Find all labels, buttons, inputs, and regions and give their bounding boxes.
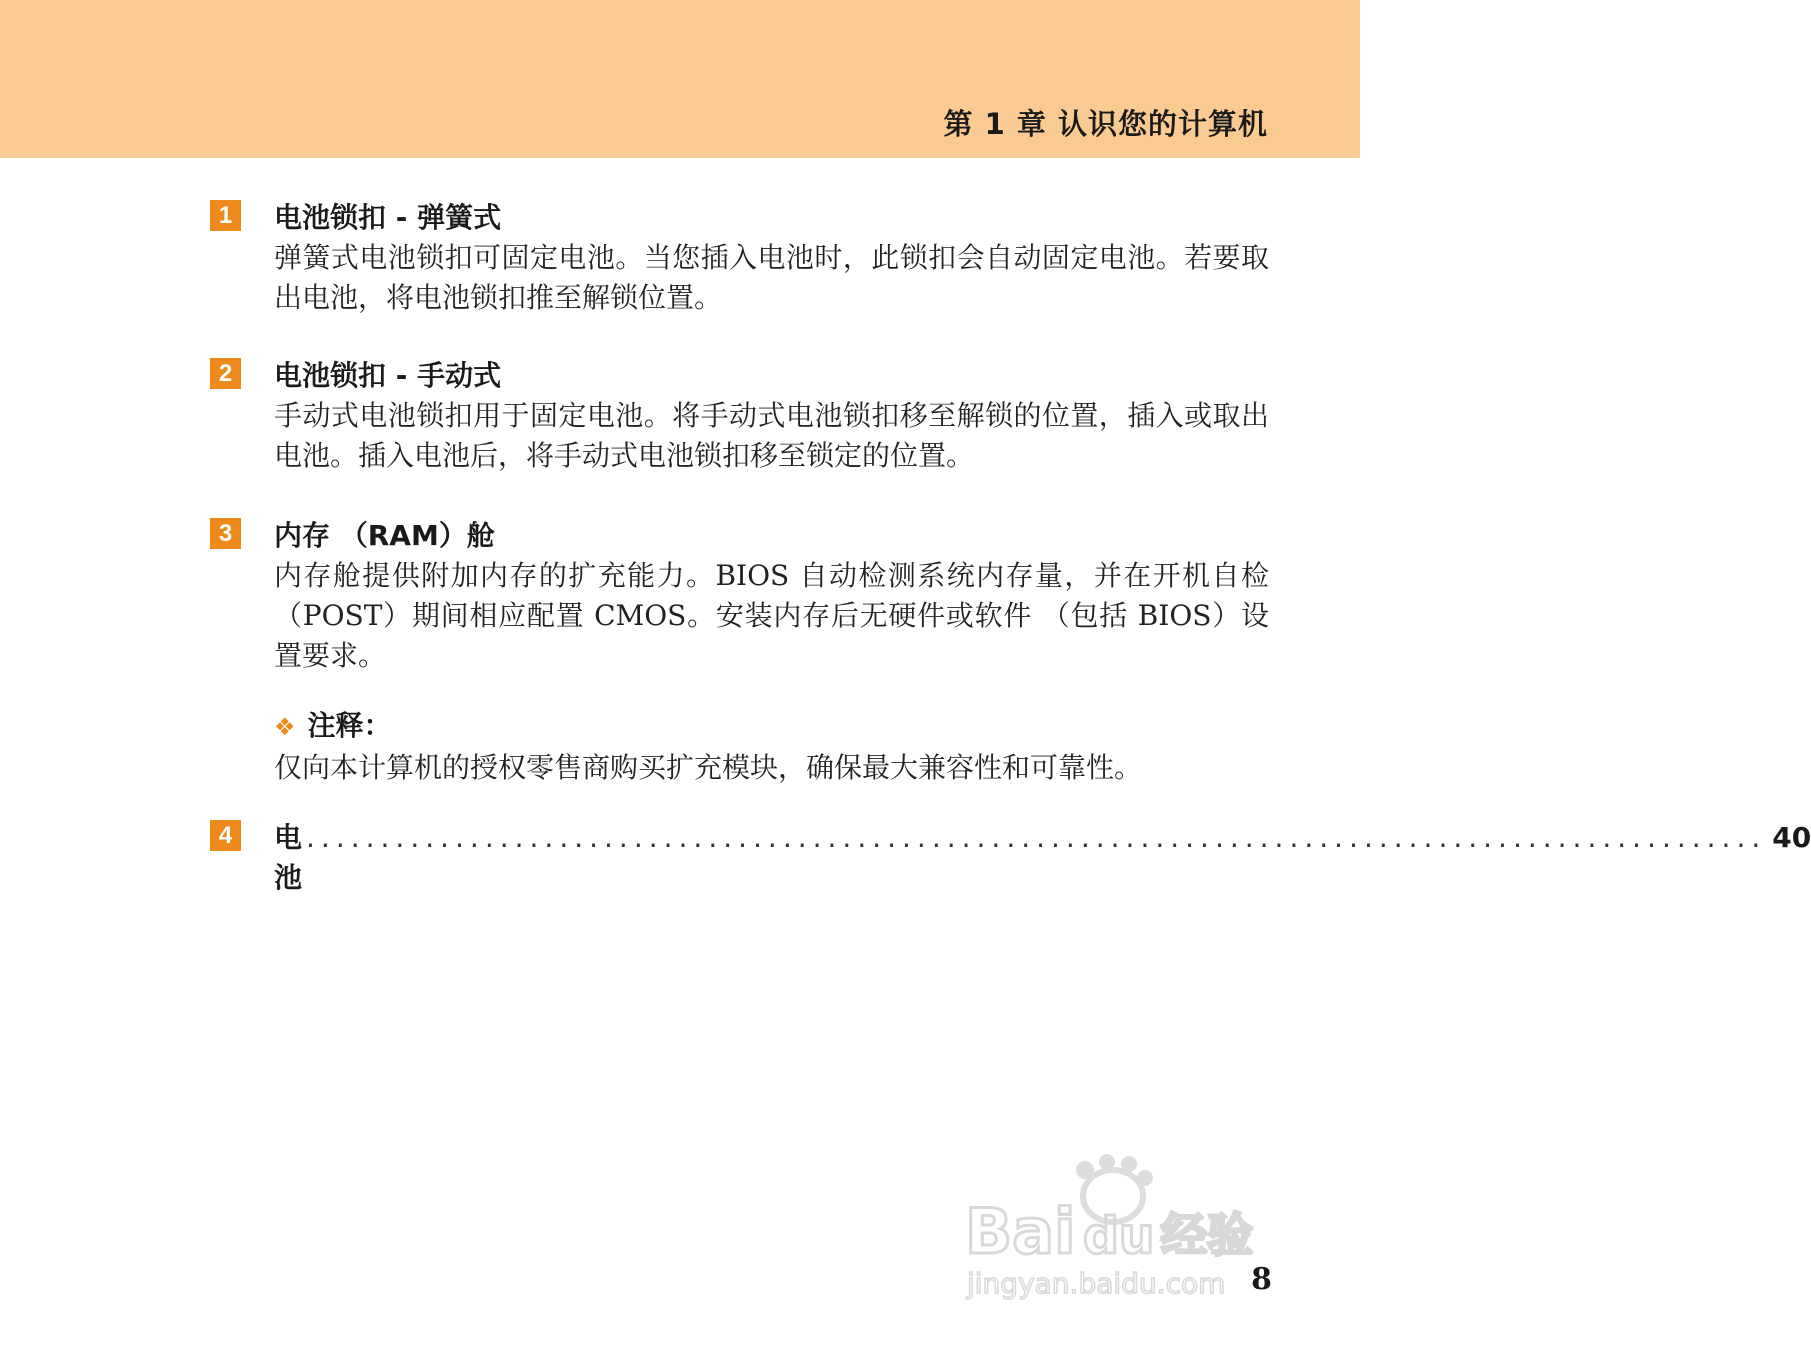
header-band <box>0 0 1360 158</box>
page-number: 8 <box>1251 1262 1272 1297</box>
note-heading <box>274 704 392 744</box>
item-number-badge: 2 <box>210 358 241 389</box>
baidu-jingyan-watermark <box>965 1158 1275 1308</box>
toc-leader-dots: .................................................................................................. <box>306 821 1767 854</box>
note-label: 注释： <box>307 709 392 742</box>
item-title: 电池锁扣 - 弹簧式 <box>274 201 502 234</box>
toc-entry-title: 电池 <box>274 821 303 894</box>
chapter-title: 第 1 章 认识您的计算机 <box>943 107 1268 141</box>
item-description: 弹簧式电池锁扣可固定电池。当您插入电池时，此锁扣会自动固定电池。若要取出电池，将电池锁扣推至解锁位置。 <box>274 241 1269 314</box>
toc-page-ref: 40 <box>1772 821 1811 854</box>
diamond-cluster-icon: ❖ <box>274 713 296 741</box>
item-title: 内存 （RAM）舱 <box>274 519 495 552</box>
item-title: 电池锁扣 - 手动式 <box>274 359 502 392</box>
note-text: 仅向本计算机的授权零售商购买扩充模块，确保最大兼容性和可靠性。 <box>274 751 1143 784</box>
item-number-badge: 4 <box>210 820 241 851</box>
item-number-badge: 1 <box>210 200 241 231</box>
svg-text:经验: 经验 <box>1161 1208 1253 1262</box>
toc-entry[interactable] <box>274 816 1811 896</box>
svg-text:du: du <box>1083 1207 1155 1265</box>
item-description: 手动式电池锁扣用于固定电池。将手动式电池锁扣移至解锁的位置，插入或取出电池。插入电池后，将手动式电池锁扣移至锁定的位置。 <box>274 399 1269 472</box>
item-number-badge: 3 <box>210 518 241 549</box>
item-description: 内存舱提供附加内存的扩充能力。BIOS 自动检测系统内存量，并在开机自检 （POST）期间相应配置 CMOS。安装内存后无硬件或软件 （包括 BIOS）设置要求。 <box>274 559 1269 672</box>
svg-text:jingyan.baidu.com: jingyan.baidu.com <box>967 1267 1226 1300</box>
svg-text:Bai: Bai <box>965 1195 1076 1268</box>
